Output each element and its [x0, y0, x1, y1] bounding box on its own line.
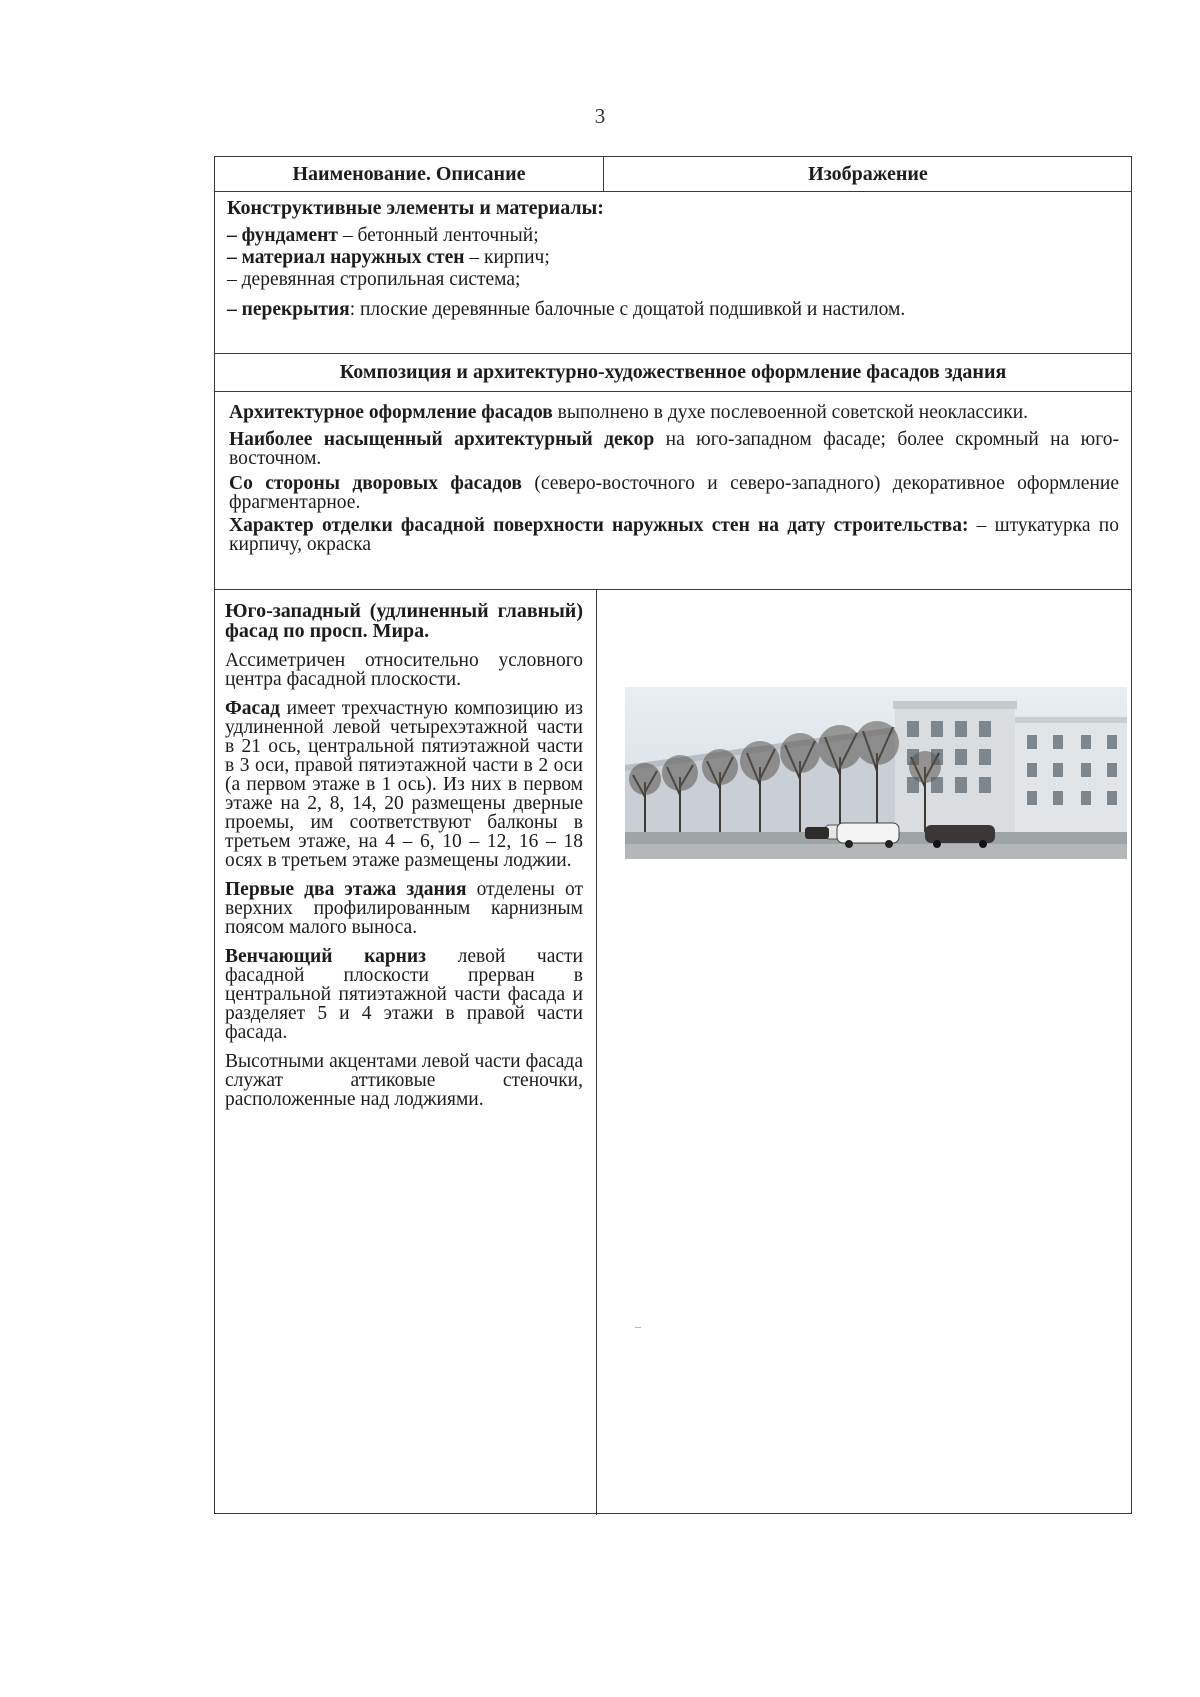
facade-paragraph: Ассиметричен относительно условного центра фасадной плоскости.: [225, 650, 583, 690]
composition-text: [229, 403, 1119, 554]
constructive-item: – материал наружных стен – кирпич;: [227, 247, 550, 268]
building-street-image: [625, 687, 1127, 859]
facade-paragraph: Высотными акцентами левой части фасада служат аттиковые стеночки, расположенные над лоджиями.: [225, 1051, 583, 1110]
facade-description: [225, 601, 583, 1119]
composition-title: Композиция и архитектурно-художественное оформление фасадов здания: [339, 361, 1007, 383]
header-image-column: Изображение: [808, 163, 928, 185]
facade-paragraph: Первые два этажа здания отделены от верхних профилированным карнизным поясом малого выноса.: [225, 879, 583, 938]
facade-paragraph: Венчающий карниз левой части фасадной плоскости прерван в центральной пятиэтажной части фасада и разделяет 5 и 4 этажи в правой части фасада.: [225, 946, 583, 1043]
facade-paragraph: Фасад имеет трехчастную композицию из удлиненной левой четырехэтажной части в 21 ось, центральной пятиэтажной части в 3 оси, правой пятиэтажной части в 2 оси (а первом этаже в 1 ось). Из них в первом этаже на 2, 8, 14, 20 размещены дверные проемы, им соответствуют балконы в третьем этаже, на 4 – 6, 10 – 12, 16 – 18 осях в третьем этаже размещены лоджии.: [225, 698, 583, 871]
constructive-title: Конструктивные элементы и материалы:: [227, 197, 604, 219]
constructive-elements: [227, 197, 1121, 321]
facade-title: Юго-западный (удлиненный главный) фасад по просп. Мира.: [225, 600, 583, 642]
composition-paragraph: Архитектурное оформление фасадов выполнено в духе послевоенной советской неоклассики.: [229, 402, 1029, 423]
composition-paragraph: Наиболее насыщенный архитектурный декор на юго-западном фасаде; более скромный на юго-восточном.: [229, 429, 1119, 469]
description-table: [214, 156, 1132, 1514]
composition-paragraph: Характер отделки фасадной поверхности наружных стен на дату строительства: – штукатурка по кирпичу, окраска: [229, 515, 1119, 555]
constructive-item: – деревянная стропильная система;: [227, 269, 521, 290]
page-number: 3: [594, 104, 606, 128]
facade-photo: [625, 687, 1127, 859]
constructive-item: – фундамент – бетонный ленточный;: [227, 225, 539, 246]
header-name-column: Наименование. Описание: [292, 163, 526, 185]
composition-paragraph: Со стороны дворовых фасадов (северо-восточного и северо-западного) декоративное оформление фрагментарное.: [229, 473, 1119, 513]
constructive-item: – перекрытия: плоские деревянные балочные с дощатой подшивкой и настилом.: [227, 299, 906, 320]
